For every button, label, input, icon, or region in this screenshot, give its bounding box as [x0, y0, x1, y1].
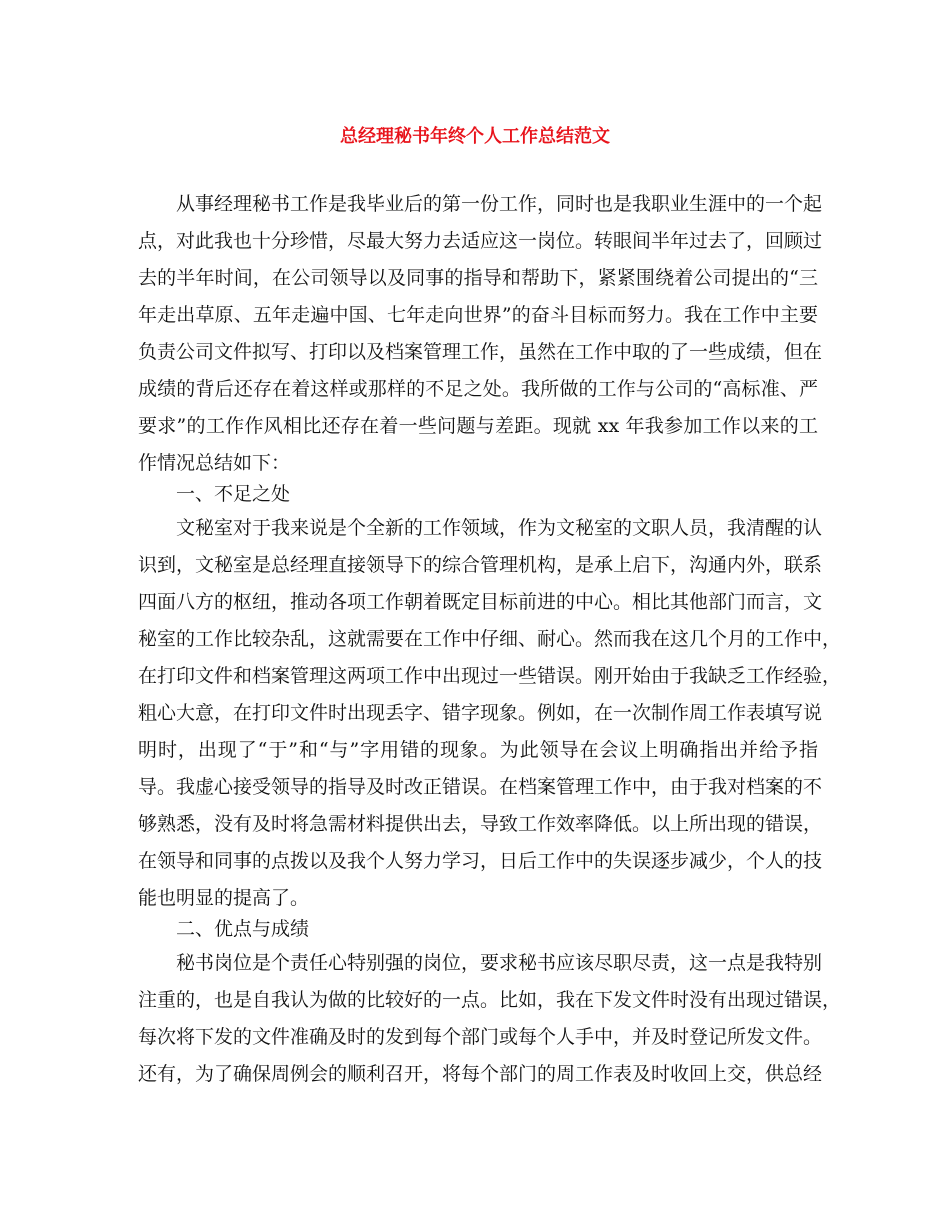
paragraph-line: 还有，为了确保周例会的顺利召开，将每个部门的周工作表及时收回上交，供总经 — [138, 1063, 823, 1085]
section-heading: 二、优点与成绩 — [176, 918, 310, 940]
paragraph-line: 导。我虚心接受领导的指导及时改正错误。在档案管理工作中，由于我对档案的不 — [138, 776, 823, 798]
paragraph-line: 够熟悉，没有及时将急需材料提供出去，导致工作效率降低。以上所出现的错误， — [138, 813, 823, 835]
paragraph-line: 在打印文件和档案管理这两项工作中出现过一些错误。刚开始由于我缺乏工作经验， — [138, 665, 842, 687]
paragraph-line: 四面八方的枢纽，推动各项工作朝着既定目标前进的中心。相比其他部门而言，文 — [138, 591, 823, 613]
paragraph-line: 作情况总结如下： — [138, 452, 291, 474]
paragraph-line: 注重的，也是自我认为做的比较好的一点。比如，我在下发文件时没有出现过错误， — [138, 989, 842, 1011]
paragraph-line: 文秘室对于我来说是个全新的工作领域，作为文秘室的文职人员，我清醒的认 — [176, 517, 823, 539]
document-title: 总经理秘书年终个人工作总结范文 — [340, 126, 610, 147]
section-heading: 一、不足之处 — [176, 483, 291, 505]
paragraph-line: 明时，出现了“于”和“与”字用错的现象。为此领导在会议上明确指出并给予指 — [138, 739, 818, 761]
paragraph-line: 粗心大意，在打印文件时出现丢字、错字现象。例如，在一次制作周工作表填写说 — [138, 702, 823, 724]
paragraph-line: 成绩的背后还存在着这样或那样的不足之处。我所做的工作与公司的“高标准、严 — [138, 378, 818, 400]
paragraph-line: 点，对此我也十分珍惜，尽最大努力去适应这一岗位。转眼间半年过去了，回顾过 — [138, 230, 823, 252]
paragraph-line: 从事经理秘书工作是我毕业后的第一份工作，同时也是我职业生涯中的一个起 — [176, 193, 823, 215]
paragraph-line: 能也明显的提高了。 — [138, 887, 310, 909]
paragraph-line: 秘书岗位是个责任心特别强的岗位，要求秘书应该尽职尽责，这一点是我特别 — [176, 952, 823, 974]
paragraph-line: 年走出草原、五年走遍中国、七年走向世界”的奋斗目标而努力。我在工作中主要 — [138, 304, 818, 326]
paragraph-line: 在领导和同事的点拨以及我个人努力学习，日后工作中的失误逐步减少，个人的技 — [138, 850, 823, 872]
paragraph-line: 识到，文秘室是总经理直接领导下的综合管理机构，是承上启下，沟通内外，联系 — [138, 554, 823, 576]
paragraph-line: 秘室的工作比较杂乱，这就需要在工作中仔细、耐心。然而我在这几个月的工作中， — [138, 628, 842, 650]
paragraph-line: 要求”的工作作风相比还存在着一些问题与差距。现就 xx 年我参加工作以来的工 — [138, 415, 818, 437]
paragraph-line: 去的半年时间，在公司领导以及同事的指导和帮助下，紧紧围绕着公司提出的“三 — [138, 267, 818, 289]
paragraph-line: 负责公司文件拟写、打印以及档案管理工作，虽然在工作中取的了一些成绩，但在 — [138, 341, 823, 363]
paragraph-line: 每次将下发的文件准确及时的发到每个部门或每个人手中，并及时登记所发文件。 — [138, 1026, 823, 1048]
